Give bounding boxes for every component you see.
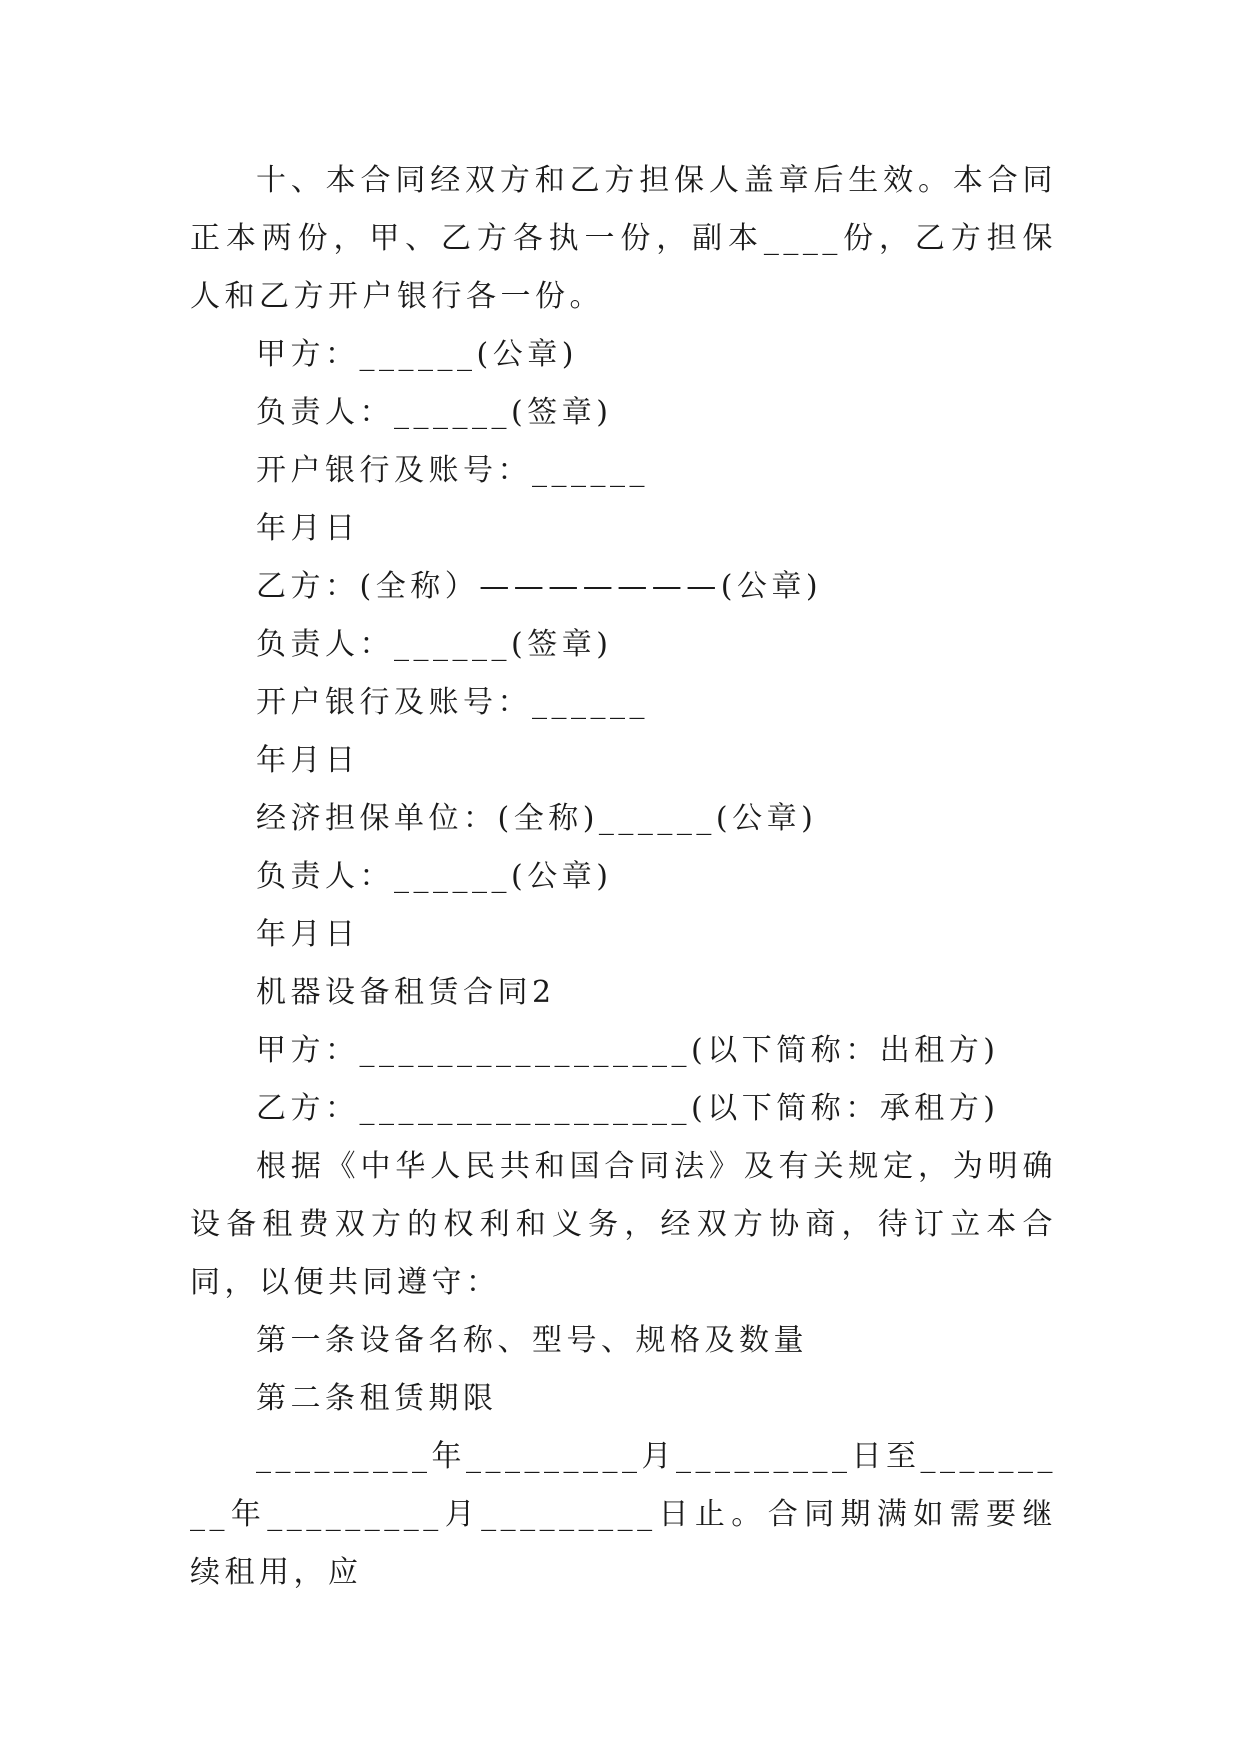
party-b-date-line: 年月日 xyxy=(256,743,360,778)
party-b-signature-line: 乙方：(全称）———————(公章) xyxy=(256,569,823,604)
party-b-representative-line: 负责人：______(签章) xyxy=(256,627,613,662)
party-a-date-line: 年月日 xyxy=(256,511,360,546)
clause-ten-paragraph: 十、本合同经双方和乙方担保人盖章后生效。本合同正本两份，甲、乙方各执一份，副本____份，乙方担保人和乙方开户银行各一份。 xyxy=(190,163,1057,314)
lessor-line: 甲方：_________________(以下简称：出租方) xyxy=(256,1033,1000,1068)
party-a-signature-line: 甲方：______(公章) xyxy=(256,337,578,372)
lease-term-paragraph: _________年_________月_________日至_________年_________月_________日止。合同期满如需要继续租用，应 xyxy=(190,1439,1057,1590)
preamble-paragraph: 根据《中华人民共和国合同法》及有关规定，为明确设备租费双方的权利和义务，经双方协商，待订立本合同，以便共同遵守： xyxy=(190,1149,1057,1300)
article-two-heading: 第二条租赁期限 xyxy=(256,1381,498,1416)
party-b-bank-account-line: 开户银行及账号：______ xyxy=(256,685,649,720)
article-one-heading: 第一条设备名称、型号、规格及数量 xyxy=(256,1323,808,1358)
guarantor-representative-line: 负责人：______(公章) xyxy=(256,859,613,894)
contract-two-title: 机器设备租赁合同2 xyxy=(256,975,556,1010)
party-a-representative-line: 负责人：______(签章) xyxy=(256,395,613,430)
party-a-bank-account-line: 开户银行及账号：______ xyxy=(256,453,649,488)
lessee-line: 乙方：_________________(以下简称：承租方) xyxy=(256,1091,1000,1126)
guarantor-signature-line: 经济担保单位：(全称)______(公章) xyxy=(256,801,818,836)
guarantor-date-line: 年月日 xyxy=(256,917,360,952)
